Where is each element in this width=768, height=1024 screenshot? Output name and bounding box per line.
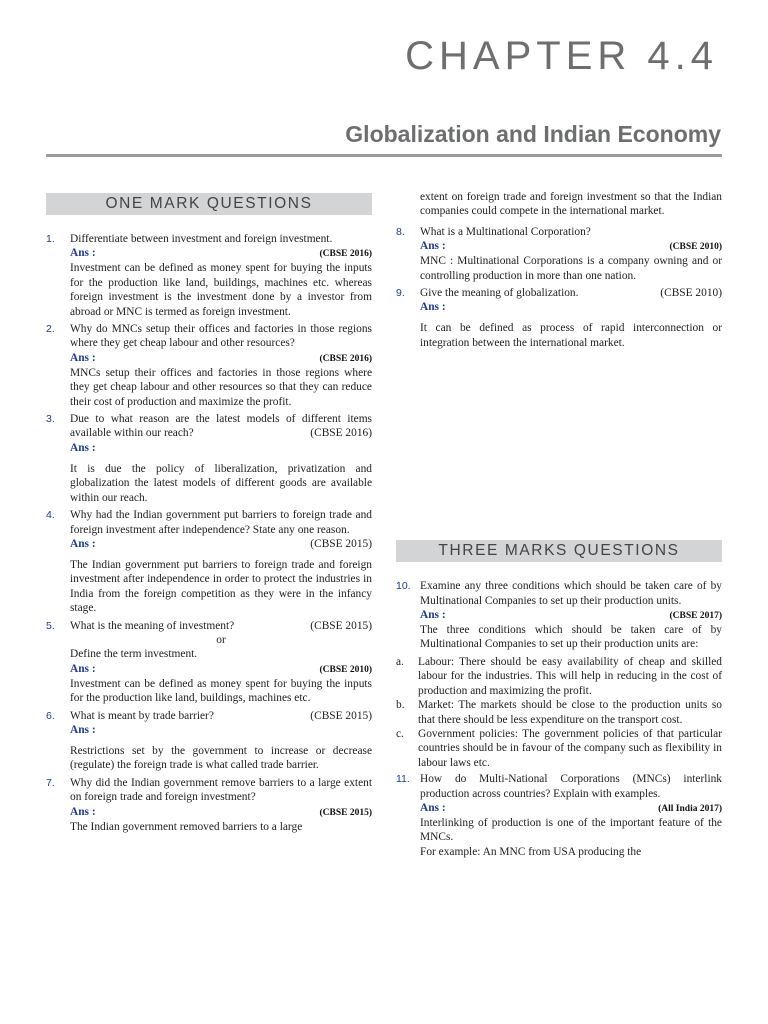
column-spacer (396, 353, 722, 537)
answer-label: Ans : (70, 247, 96, 260)
source-tag: (CBSE 2015) (310, 619, 372, 632)
answer-label: Ans : (70, 537, 96, 550)
question-body: Due to what reason are the latest models of different items available within our reach? (70, 413, 372, 440)
question-number: 3. (46, 413, 55, 426)
answer-label-row (420, 300, 722, 315)
source-tag: (CBSE 2016) (319, 353, 372, 364)
question-number: 9. (396, 287, 405, 300)
answer-text: The Indian government removed barriers to a large (70, 820, 303, 833)
list-marker: c. (396, 727, 404, 740)
answer-text: extent on foreign trade and foreign investment so that the Indian companies could compete in the international market. (420, 191, 722, 218)
question-number: 7. (46, 776, 55, 789)
question-text (70, 412, 372, 441)
section-header-one-mark: ONE MARK QUESTIONS (46, 193, 372, 215)
source-tag: (CBSE 2017) (669, 611, 722, 622)
question-body: Give the meaning of globalization. (420, 287, 579, 300)
condition-b (396, 698, 722, 727)
header-divider (46, 154, 722, 157)
answer-label-row (420, 608, 722, 623)
question-3 (46, 412, 372, 505)
source-tag: (CBSE 2016) (319, 249, 372, 260)
source-tag: (CBSE 2016) (310, 427, 372, 440)
answer-label-row (70, 723, 372, 738)
condition-text: Labour: There should be easy availability of cheap and skilled labour for the industries. This will help in reducing in the cost of production and maximizing the profit. (418, 655, 722, 697)
source-tag: (CBSE 2015) (319, 807, 372, 818)
answer-text: MNCs setup their offices and factories in those regions where they get cheap labour and other resources so that they can reduce their cost of production and maximize the profit. (70, 366, 372, 408)
question-text: Why do MNCs setup their offices and factories in those regions where they get cheap labour and other resources? (70, 323, 372, 350)
answer-label-row (70, 662, 372, 677)
answer-label: Ans : (70, 662, 96, 675)
answer-label: Ans : (70, 805, 96, 818)
question-8 (396, 225, 722, 283)
chapter-title: CHAPTER 4.4 (405, 34, 718, 78)
question-text: Examine any three conditions which should be taken care of by Multinational Companies to set up their production units. (420, 580, 722, 607)
source-tag: (CBSE 2010) (669, 242, 722, 253)
question-number: 2. (46, 323, 55, 336)
question-4 (46, 508, 372, 615)
answer-label: Ans : (420, 301, 446, 314)
answer-text: The three conditions which should be taken care of by Multinational Companies to set up their production units are: (420, 624, 722, 651)
answer-text: Investment can be defined as money spent for buying the inputs for the production like land, buildings, machines etc. (70, 677, 372, 705)
answer-label-row (420, 239, 722, 254)
answer-label-row (70, 441, 372, 456)
answer-text: MNC : Multinational Corporations is a company owning and or controlling production in more than one nation. (420, 255, 722, 282)
source-tag: (All India 2017) (658, 803, 722, 814)
answer-text: It is due the policy of liberalization, privatization and globalization the latest models of different goods are available within our reach. (70, 462, 372, 504)
question-body: What is meant by trade barrier? (70, 709, 214, 722)
condition-text: Government policies: The government policies of that particular countries should be in favour of the company such as flexibility in labour laws etc. (418, 727, 722, 769)
answer-label: Ans : (420, 609, 446, 622)
question-text-alt: Define the term investment. (70, 648, 198, 661)
answer-label: Ans : (420, 240, 446, 253)
question-number: 6. (46, 709, 55, 722)
question-text: What is a Multinational Corporation? (420, 225, 591, 238)
answer-label-row (70, 246, 372, 261)
answer-label: Ans : (70, 441, 96, 454)
answer-label-row (70, 537, 372, 552)
answer-label: Ans : (420, 801, 446, 814)
question-text (70, 709, 372, 723)
question-7 (46, 776, 372, 834)
answer-text: Restrictions set by the government to increase or decrease (regulate) the foreign trade is what called trade barrier. (70, 744, 372, 772)
answer-label: Ans : (70, 351, 96, 364)
condition-c (396, 727, 722, 770)
question-9 (396, 286, 722, 350)
condition-text: Market: The markets should be close to the production units so that there should be less expenditure on the transport cost. (418, 699, 722, 726)
or-separator: or (216, 633, 226, 646)
source-tag: (CBSE 2015) (310, 709, 372, 722)
question-number: 1. (46, 233, 55, 245)
chapter-subtitle: Globalization and Indian Economy (345, 121, 721, 147)
question-1 (46, 232, 372, 319)
list-marker: a. (396, 655, 404, 668)
question-7-continued (396, 190, 722, 219)
question-number: 5. (46, 619, 55, 632)
answer-text: Interlinking of production is one of the important feature of the MNCs. (420, 816, 722, 844)
answer-label: Ans : (70, 723, 96, 736)
source-tag: (CBSE 2010) (660, 287, 722, 300)
answer-text: Investment can be defined as money spent for buying the inputs for the production like land, buildings, machines etc. whereas foreign investment is the investment done by a investor from abroad or MNC is termed as foreign investment. (70, 262, 372, 318)
question-11 (396, 772, 722, 859)
question-text: Why did the Indian government remove barriers to a large extent on foreign trade and foreign investment? (70, 776, 372, 804)
right-column (396, 190, 722, 862)
answer-text: It can be defined as process of rapid interconnection or integration between the international market. (420, 322, 722, 349)
condition-a (396, 655, 722, 698)
left-column (46, 190, 372, 837)
question-text (70, 619, 372, 633)
question-5 (46, 619, 372, 706)
question-10 (396, 579, 722, 652)
source-tag: (CBSE 2015) (310, 537, 372, 550)
question-6 (46, 709, 372, 773)
question-number: 10. (396, 580, 411, 593)
list-marker: b. (396, 699, 405, 712)
source-tag: (CBSE 2010) (319, 664, 372, 675)
question-text: How do Multi-National Corporations (MNCs) interlink production across countries? Explain with examples. (420, 773, 722, 800)
section-header-three-marks: THREE MARKS QUESTIONS (396, 540, 722, 562)
question-body: What is the meaning of investment? (70, 619, 235, 632)
question-text (420, 286, 722, 300)
question-2 (46, 322, 372, 409)
answer-label-row (420, 801, 722, 816)
answer-label-row (70, 805, 372, 820)
question-body: Why had the Indian government put barriers to foreign trade and foreign investment after independence? State any one reason. (70, 509, 372, 536)
answer-label-row (70, 351, 372, 366)
question-number: 4. (46, 509, 55, 522)
answer-text: The Indian government put barriers to foreign trade and foreign investment after independence in order to protect the industries in India from the foreign competition as they were in the infancy stage. (70, 558, 372, 615)
question-number: 8. (396, 225, 405, 238)
answer-text-example: For example: An MNC from USA producing the (420, 845, 642, 858)
question-number: 11. (396, 773, 410, 786)
question-text: Differentiate between investment and foreign investment. (70, 233, 333, 245)
